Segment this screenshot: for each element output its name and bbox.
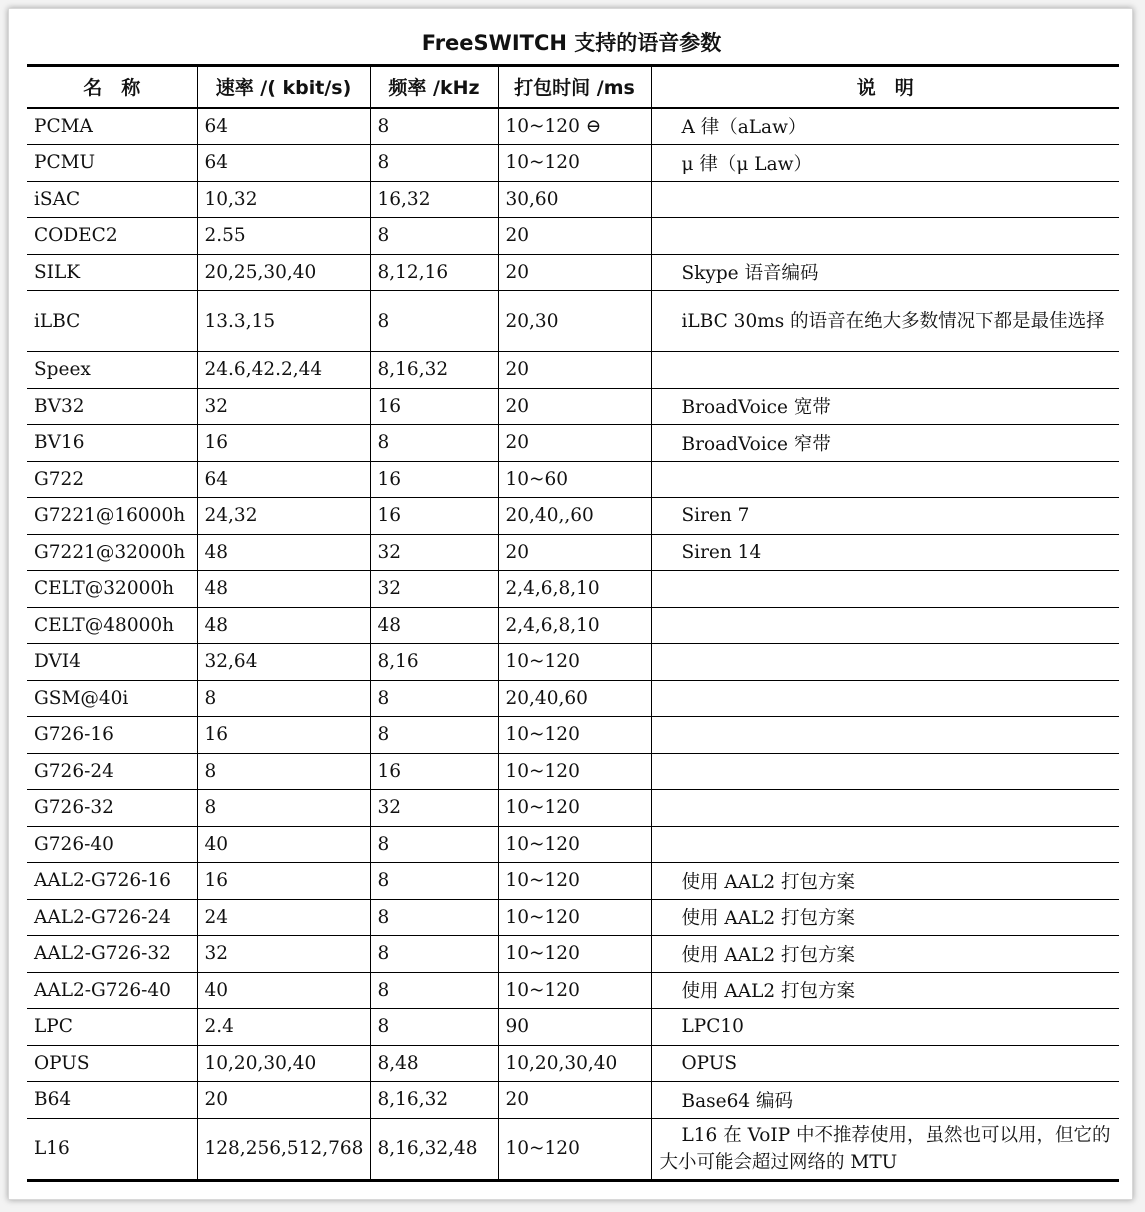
cell-codec-name: CELT@48000h [27,607,197,644]
cell-codec-name: OPUS [27,1045,197,1082]
table-header [27,66,1119,108]
cell-rate: 8 [197,680,370,717]
cell-packet-time: 10~60 [498,461,651,498]
cell-packet-time: 20 [498,388,651,425]
cell-packet-time: 2,4,6,8,10 [498,571,651,608]
cell-frequency: 8 [370,936,498,973]
cell-codec-name: AAL2-G726-24 [27,899,197,936]
cell-packet-time: 10~120 [498,145,651,182]
table-row [27,534,1119,571]
cell-codec-name: CELT@32000h [27,571,197,608]
cell-codec-name: PCMU [27,145,197,182]
cell-rate: 2.4 [197,1009,370,1046]
cell-frequency: 8,16,32,48 [370,1118,498,1180]
cell-frequency: 32 [370,534,498,571]
cell-packet-time: 2,4,6,8,10 [498,607,651,644]
cell-packet-time: 20,40,,60 [498,498,651,535]
cell-codec-name: G722 [27,461,197,498]
table-row [27,291,1119,352]
table-row [27,352,1119,389]
cell-packet-time: 10~120 [498,790,651,827]
cell-description: Base64 编码 [651,1082,1119,1119]
header-rate: 速率 /( kbit/s) [197,66,370,108]
cell-frequency: 8 [370,972,498,1009]
table-row [27,1118,1119,1180]
cell-codec-name: AAL2-G726-40 [27,972,197,1009]
cell-description [651,352,1119,389]
cell-frequency: 8 [370,425,498,462]
table-row [27,644,1119,681]
cell-description: iLBC 30ms 的语音在绝大多数情况下都是最佳选择 [651,291,1119,352]
cell-rate: 64 [197,145,370,182]
cell-rate: 64 [197,461,370,498]
cell-codec-name: Speex [27,352,197,389]
cell-rate: 16 [197,717,370,754]
cell-description: 使用 AAL2 打包方案 [651,936,1119,973]
cell-codec-name: G726-24 [27,753,197,790]
cell-codec-name: SILK [27,254,197,291]
cell-codec-name: AAL2-G726-32 [27,936,197,973]
cell-frequency: 32 [370,571,498,608]
table-row [27,936,1119,973]
cell-description: Siren 14 [651,534,1119,571]
table-row [27,571,1119,608]
cell-packet-time: 20 [498,352,651,389]
cell-codec-name: PCMA [27,108,197,145]
cell-frequency: 8,16,32 [370,352,498,389]
cell-codec-name: CODEC2 [27,218,197,255]
cell-packet-time: 10~120 [498,753,651,790]
table-row [27,753,1119,790]
cell-rate: 24.6,42.2,44 [197,352,370,389]
cell-description: 使用 AAL2 打包方案 [651,899,1119,936]
table-row [27,388,1119,425]
cell-packet-time: 20 [498,534,651,571]
cell-packet-time: 10~120 [498,899,651,936]
cell-description: OPUS [651,1045,1119,1082]
cell-frequency: 8 [370,899,498,936]
cell-description: BroadVoice 宽带 [651,388,1119,425]
cell-packet-time: 10~120 [498,644,651,681]
cell-frequency: 16,32 [370,181,498,218]
table-row [27,863,1119,900]
cell-description: A 律（aLaw） [651,108,1119,145]
cell-frequency: 16 [370,461,498,498]
cell-description: 使用 AAL2 打包方案 [651,863,1119,900]
cell-rate: 40 [197,972,370,1009]
cell-packet-time: 10~120 ⊖ [498,108,651,145]
cell-codec-name: AAL2-G726-16 [27,863,197,900]
cell-description [651,644,1119,681]
cell-frequency: 8 [370,218,498,255]
table-row [27,254,1119,291]
cell-rate: 24 [197,899,370,936]
cell-description [651,826,1119,863]
cell-frequency: 8,16,32 [370,1082,498,1119]
cell-description [651,790,1119,827]
table-row [27,1045,1119,1082]
cell-packet-time: 20 [498,254,651,291]
cell-frequency: 8,12,16 [370,254,498,291]
cell-packet-time: 10~120 [498,717,651,754]
table-row [27,717,1119,754]
cell-rate: 48 [197,607,370,644]
cell-rate: 20 [197,1082,370,1119]
cell-rate: 48 [197,534,370,571]
table-body [27,108,1119,1181]
cell-codec-name: iLBC [27,291,197,352]
table-row [27,680,1119,717]
cell-description [651,753,1119,790]
cell-rate: 40 [197,826,370,863]
cell-codec-name: G726-16 [27,717,197,754]
cell-rate: 16 [197,425,370,462]
cell-rate: 32,64 [197,644,370,681]
cell-rate: 16 [197,863,370,900]
cell-rate: 10,32 [197,181,370,218]
cell-packet-time: 20,30 [498,291,651,352]
table-row [27,181,1119,218]
cell-rate: 64 [197,108,370,145]
header-frequency: 频率 /kHz [370,66,498,108]
table-row [27,790,1119,827]
header-row [27,66,1119,108]
cell-packet-time: 20,40,60 [498,680,651,717]
cell-frequency: 8 [370,108,498,145]
cell-frequency: 8 [370,1009,498,1046]
cell-codec-name: GSM@40i [27,680,197,717]
header-description: 说 明 [651,66,1119,108]
cell-description: 使用 AAL2 打包方案 [651,972,1119,1009]
codec-table [27,64,1119,1182]
cell-rate: 8 [197,790,370,827]
cell-frequency: 8,16 [370,644,498,681]
cell-packet-time: 10~120 [498,1118,651,1180]
cell-frequency: 8 [370,291,498,352]
cell-rate: 8 [197,753,370,790]
cell-codec-name: G726-32 [27,790,197,827]
cell-description [651,607,1119,644]
table-row [27,972,1119,1009]
cell-packet-time: 10~120 [498,972,651,1009]
cell-codec-name: G7221@16000h [27,498,197,535]
cell-codec-name: BV16 [27,425,197,462]
cell-description: BroadVoice 窄带 [651,425,1119,462]
cell-codec-name: G7221@32000h [27,534,197,571]
cell-description: L16 在 VoIP 中不推荐使用，虽然也可以用，但它的大小可能会超过网络的 MTU [651,1118,1119,1180]
cell-frequency: 8 [370,680,498,717]
cell-rate: 48 [197,571,370,608]
cell-frequency: 48 [370,607,498,644]
cell-packet-time: 90 [498,1009,651,1046]
cell-codec-name: LPC [27,1009,197,1046]
table-row [27,461,1119,498]
header-packet-time: 打包时间 /ms [498,66,651,108]
table-row [27,145,1119,182]
cell-codec-name: B64 [27,1082,197,1119]
cell-frequency: 16 [370,388,498,425]
table-row [27,498,1119,535]
cell-description: LPC10 [651,1009,1119,1046]
cell-frequency: 8 [370,717,498,754]
cell-frequency: 8 [370,145,498,182]
table-row [27,218,1119,255]
cell-packet-time: 10,20,30,40 [498,1045,651,1082]
cell-description [651,717,1119,754]
cell-packet-time: 20 [498,1082,651,1119]
document-page [8,8,1133,1200]
cell-description [651,680,1119,717]
cell-frequency: 8 [370,863,498,900]
cell-description [651,181,1119,218]
cell-frequency: 8 [370,826,498,863]
cell-packet-time: 20 [498,218,651,255]
table-row [27,425,1119,462]
header-name: 名 称 [27,66,197,108]
cell-rate: 10,20,30,40 [197,1045,370,1082]
table-row [27,108,1119,145]
cell-rate: 32 [197,936,370,973]
cell-frequency: 16 [370,753,498,790]
cell-packet-time: 30,60 [498,181,651,218]
table-row [27,607,1119,644]
cell-packet-time: 20 [498,425,651,462]
cell-packet-time: 10~120 [498,863,651,900]
cell-description [651,218,1119,255]
cell-packet-time: 10~120 [498,936,651,973]
cell-description: μ 律（μ Law） [651,145,1119,182]
cell-codec-name: L16 [27,1118,197,1180]
cell-description: Skype 语音编码 [651,254,1119,291]
table-title: FreeSWITCH 支持的语音参数 [421,31,722,55]
cell-codec-name: BV32 [27,388,197,425]
cell-packet-time: 10~120 [498,826,651,863]
cell-description: Siren 7 [651,498,1119,535]
cell-frequency: 32 [370,790,498,827]
cell-rate: 13.3,15 [197,291,370,352]
cell-rate: 24,32 [197,498,370,535]
table-row [27,826,1119,863]
cell-codec-name: DVI4 [27,644,197,681]
cell-frequency: 16 [370,498,498,535]
cell-frequency: 8,48 [370,1045,498,1082]
cell-codec-name: iSAC [27,181,197,218]
cell-description [651,461,1119,498]
table-row [27,1082,1119,1119]
table-row [27,1009,1119,1046]
cell-rate: 128,256,512,768 [197,1118,370,1180]
cell-codec-name: G726-40 [27,826,197,863]
cell-rate: 2.55 [197,218,370,255]
cell-description [651,571,1119,608]
table-row [27,899,1119,936]
cell-rate: 32 [197,388,370,425]
cell-rate: 20,25,30,40 [197,254,370,291]
